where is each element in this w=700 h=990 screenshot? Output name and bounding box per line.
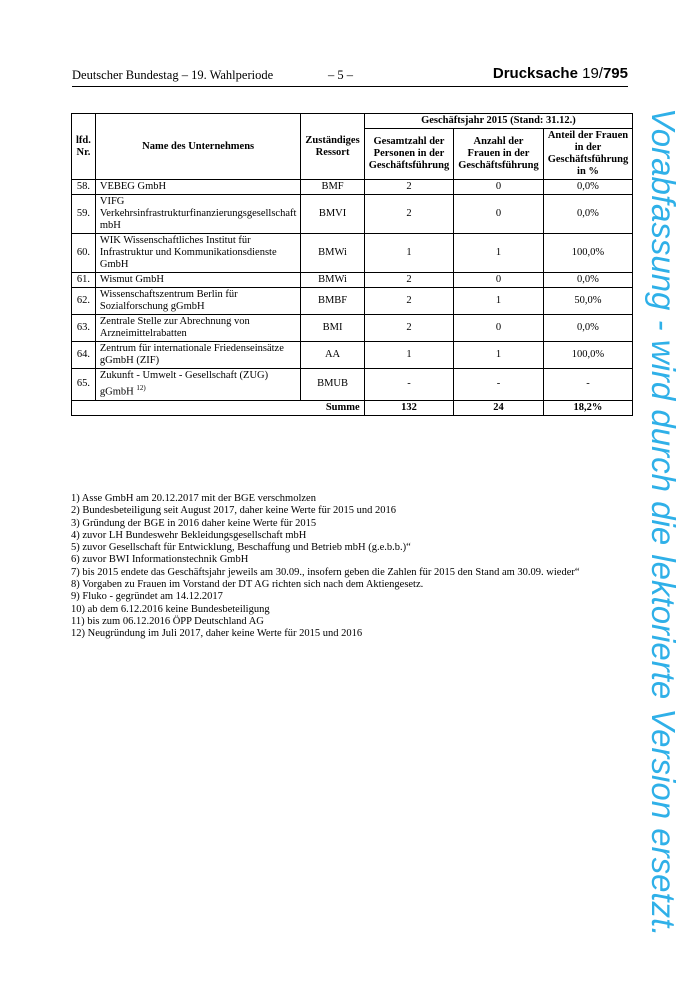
cell-ressort: BMWi [301, 234, 364, 273]
cell-nr: 59. [72, 195, 96, 234]
cell-nr: 62. [72, 288, 96, 315]
companies-table [71, 113, 633, 416]
cell-anzahl: 0 [454, 315, 544, 342]
cell-anzahl: 0 [454, 180, 544, 195]
watermark-text: Vorabfassung - wird durch die lektorierte Version ersetzt. [645, 108, 682, 937]
footnote: 3) Gründung der BGE in 2016 daher keine Werte für 2015 [71, 517, 317, 529]
cell-anteil: - [543, 369, 633, 401]
table-row [72, 288, 633, 315]
table-row [72, 234, 633, 273]
cell-nr: 60. [72, 234, 96, 273]
cell-gesamt: 1 [364, 342, 454, 369]
footnote: 9) Fluko - gegründet am 14.12.2017 [71, 591, 223, 603]
cell-gesamt: 2 [364, 273, 454, 288]
footnote: 7) bis 2015 endete das Geschäftsjahr jeweils am 30.09., insofern geben die Zahlen für 2015 den Stand am 30.09. wieder“ [71, 566, 580, 578]
cell-anteil: 0,0% [543, 315, 633, 342]
header-drucksache [493, 65, 628, 82]
cell-ressort: BMUB [301, 369, 364, 401]
drucksache-page: 795 [602, 65, 628, 82]
cell-ressort: BMI [301, 315, 364, 342]
header-parliament: Deutscher Bundestag – 19. Wahlperiode [72, 68, 274, 82]
footnote: 4) zuvor LH Bundeswehr Bekleidungsgesellschaft mbH [71, 529, 307, 541]
cell-anzahl: 1 [454, 342, 544, 369]
footnote: 10) ab dem 6.12.2016 keine Bundesbeteiligung [71, 603, 270, 615]
cell-ressort: BMVI [301, 195, 364, 234]
cell-name: Wissenschaftszentrum Berlin für Sozialforschung gGmbH [95, 288, 301, 315]
cell-nr: 64. [72, 342, 96, 369]
cell-anteil: 0,0% [543, 273, 633, 288]
cell-gesamt: - [364, 369, 454, 401]
table-row [72, 195, 633, 234]
cell-ressort: BMWi [301, 273, 364, 288]
table-row [72, 273, 633, 288]
col-header-nr: lfd. Nr. [72, 114, 96, 180]
cell-name: VEBEG GmbH [95, 180, 301, 195]
footnote-marker: 12) [136, 384, 146, 392]
footnote: 1) Asse GmbH am 20.12.2017 mit der BGE verschmolzen [71, 493, 316, 504]
sum-anzahl: 24 [454, 400, 544, 415]
cell-gesamt: 2 [364, 180, 454, 195]
cell-anzahl: - [454, 369, 544, 401]
table-row [72, 342, 633, 369]
drucksache-label: Drucksache [492, 65, 578, 82]
footnote: 6) zuvor BWI Informationstechnik GmbH [71, 554, 249, 566]
cell-anteil: 100,0% [543, 342, 633, 369]
footnote: 11) bis zum 06.12.2016 ÖPP Deutschland AG [71, 615, 264, 627]
cell-anzahl: 1 [454, 234, 544, 273]
cell-gesamt: 1 [364, 234, 454, 273]
cell-gesamt: 2 [364, 288, 454, 315]
sum-row [72, 400, 633, 415]
footnotes [71, 493, 631, 641]
col-header-anteil: Anteil der Frauen in der Geschäftsführung in % [543, 129, 633, 180]
col-header-fiscal-year: Geschäftsjahr 2015 (Stand: 31.12.) [364, 114, 633, 129]
sum-gesamt: 132 [364, 400, 454, 415]
cell-nr: 61. [72, 273, 96, 288]
sum-label: Summe [72, 400, 365, 415]
footnote: 8) Vorgaben zu Frauen im Vorstand der DT AG richten sich nach dem Aktiengesetz. [71, 579, 424, 591]
table-row [72, 315, 633, 342]
cell-name: Zentrale Stelle zur Abrechnung von Arzneimittelrabatten [95, 315, 301, 342]
header-page-number: – 5 – [328, 68, 353, 82]
table-row [72, 180, 633, 195]
cell-nr: 58. [72, 180, 96, 195]
footnote: 5) zuvor Gesellschaft für Entwicklung, Beschaffung und Betrieb mbH (g.e.b.b.)“ [71, 542, 411, 554]
watermark [638, 108, 682, 937]
cell-anteil: 0,0% [543, 180, 633, 195]
page-header [72, 66, 628, 87]
footnote: 2) Bundesbeteiligung seit August 2017, daher keine Werte für 2015 und 2016 [71, 505, 396, 517]
cell-anteil: 0,0% [543, 195, 633, 234]
cell-name: Wismut GmbH [95, 273, 301, 288]
cell-gesamt: 2 [364, 195, 454, 234]
cell-nr: 63. [72, 315, 96, 342]
cell-anzahl: 0 [454, 195, 544, 234]
cell-anzahl: 0 [454, 273, 544, 288]
cell-gesamt: 2 [364, 315, 454, 342]
col-header-anzahl: Anzahl der Frauen in der Geschäftsführung [454, 129, 544, 180]
table-header-row [72, 114, 633, 129]
footnote: 12) Neugründung im Juli 2017, daher keine Werte für 2015 und 2016 [71, 628, 363, 640]
table-row [72, 369, 633, 401]
drucksache-number: 19/ [582, 65, 603, 82]
cell-ressort: BMF [301, 180, 364, 195]
cell-nr: 65. [72, 369, 96, 401]
cell-anteil: 50,0% [543, 288, 633, 315]
cell-name [95, 369, 301, 401]
cell-anteil: 100,0% [543, 234, 633, 273]
col-header-name: Name des Unternehmens [95, 114, 301, 180]
cell-anzahl: 1 [454, 288, 544, 315]
cell-ressort: BMBF [301, 288, 364, 315]
cell-name-text: Zukunft - Umwelt - Gesellschaft (ZUG) gGmbH [99, 370, 269, 398]
cell-name: WIK Wissenschaftliches Institut für Infrastruktur und Kommunikationsdienste GmbH [95, 234, 301, 273]
sum-anteil: 18,2% [543, 400, 633, 415]
cell-name: Zentrum für internationale Friedenseinsätze gGmbH (ZIF) [95, 342, 301, 369]
col-header-ressort: Zuständiges Ressort [301, 114, 364, 180]
cell-name: VIFG Verkehrsinfrastrukturfinanzierungsgesellschaft mbH [95, 195, 301, 234]
col-header-gesamt: Gesamtzahl der Personen in der Geschäftsführung [364, 129, 454, 180]
cell-ressort: AA [301, 342, 364, 369]
